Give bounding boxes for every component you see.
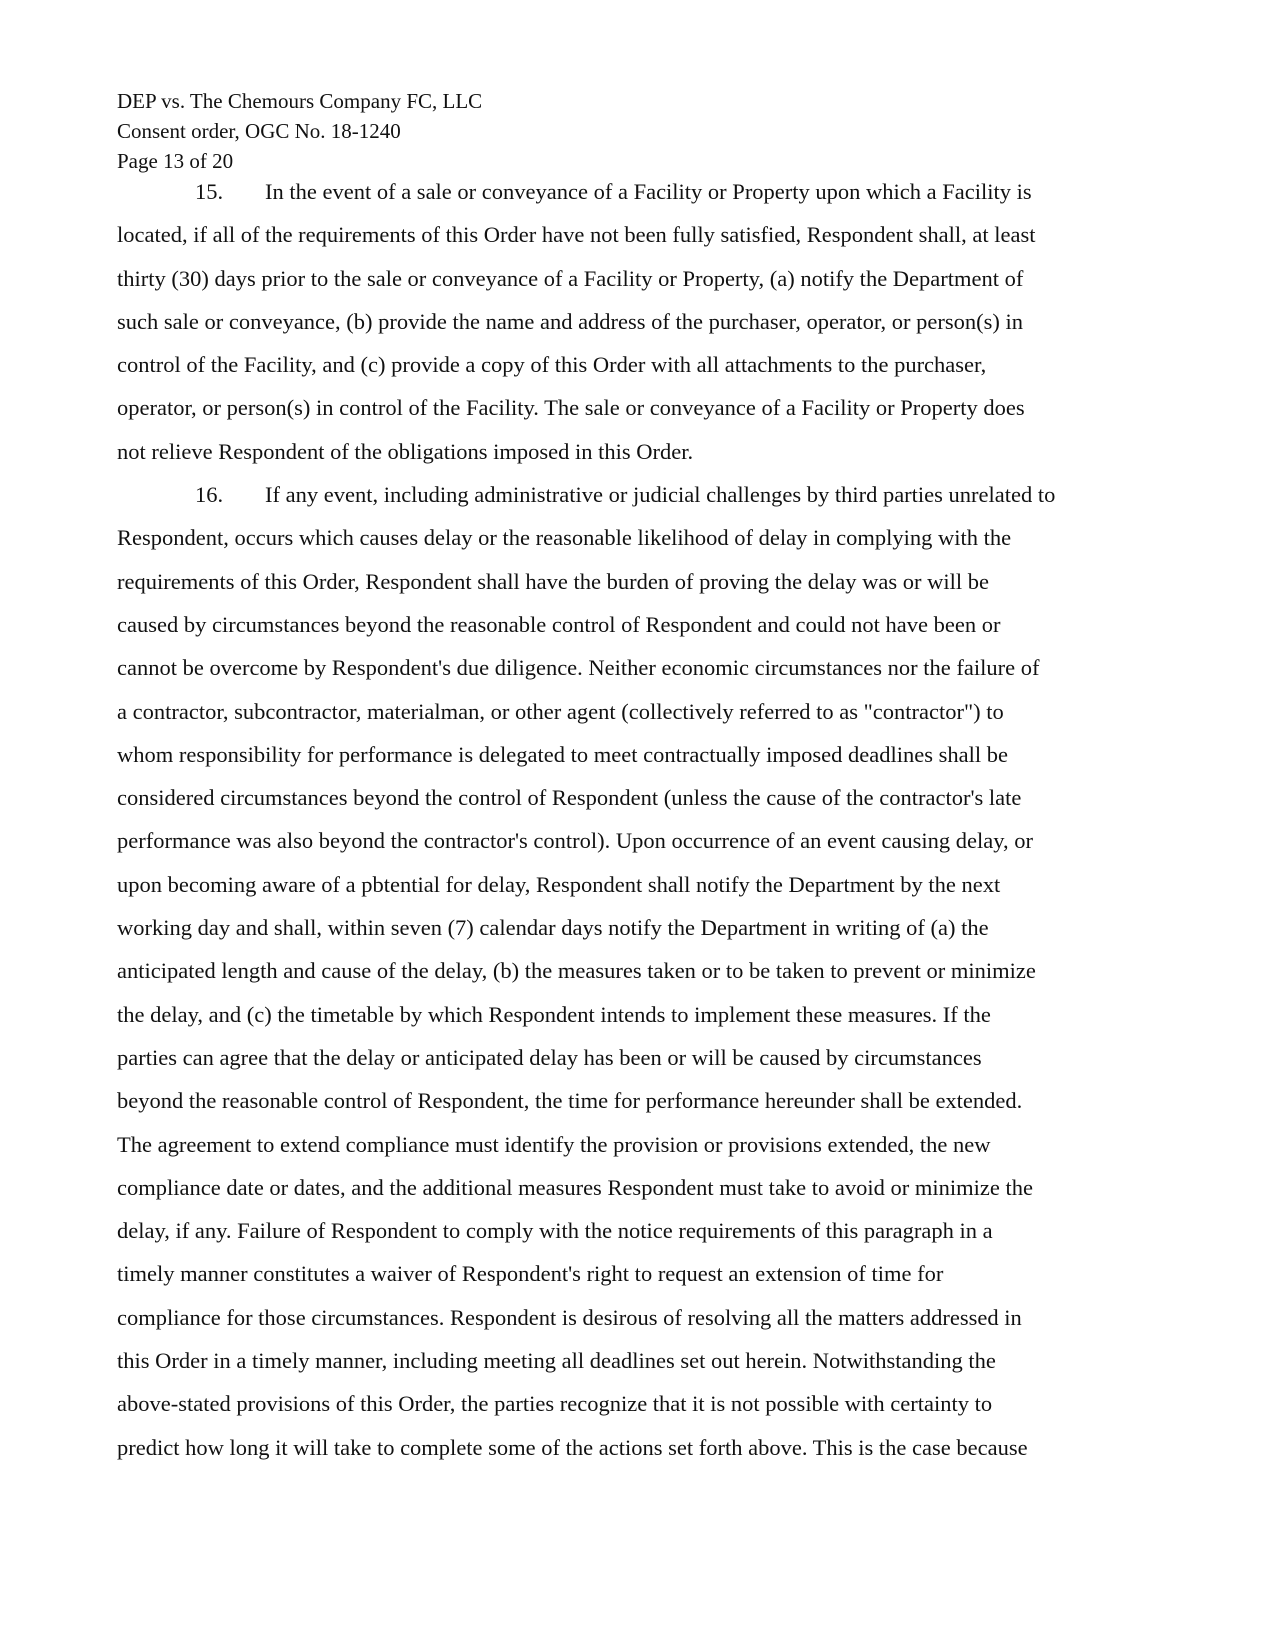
line-text: compliance for those circumstances. Respondent is desirous of resolving all the matters addressed in xyxy=(117,1304,1022,1330)
paragraph-line xyxy=(117,386,1151,429)
paragraph-line xyxy=(117,430,1151,473)
line-text: performance was also beyond the contractor's control). Upon occurrence of an event causing delay, or xyxy=(117,828,1033,854)
paragraph-15 xyxy=(117,170,1151,473)
header-page-number: Page 13 of 20 xyxy=(117,149,234,173)
paragraph-line xyxy=(117,776,1151,819)
header-order-number: Consent order, OGC No. 18-1240 xyxy=(117,119,401,143)
document-body xyxy=(117,170,1151,1469)
paragraph-number: 15. xyxy=(195,179,224,204)
paragraph-line xyxy=(117,603,1151,646)
line-text: above-stated provisions of this Order, the parties recognize that it is not possible with certainty to xyxy=(117,1391,993,1417)
line-text: such sale or conveyance, (b) provide the name and address of the purchaser, operator, or person(s) in xyxy=(117,308,1023,334)
paragraph-line xyxy=(117,733,1151,776)
line-text: anticipated length and cause of the delay, (b) the measures taken or to be taken to prevent or minimize xyxy=(117,958,1036,984)
line-text: beyond the reasonable control of Respondent, the time for performance hereunder shall be extended. xyxy=(117,1088,1023,1114)
line-text: Respondent, occurs which causes delay or the reasonable likelihood of delay in complying with the xyxy=(117,525,1012,551)
line-text: parties can agree that the delay or anticipated delay has been or will be caused by circumstances xyxy=(117,1044,982,1070)
paragraph-line xyxy=(117,949,1151,992)
paragraph-line xyxy=(117,300,1151,343)
line-text: working day and shall, within seven (7) calendar days notify the Department in writing of (a) the xyxy=(117,915,989,941)
line-text: thirty (30) days prior to the sale or conveyance of a Facility or Property, (a) notify the Department of xyxy=(117,265,1024,291)
line-text: operator, or person(s) in control of the Facility. The sale or conveyance of a Facility or Property does xyxy=(117,395,1025,421)
line-text: considered circumstances beyond the control of Respondent (unless the cause of the contractor's late xyxy=(117,785,1022,811)
line-text: control of the Facility, and (c) provide a copy of this Order with all attachments to the purchaser, xyxy=(117,352,987,378)
paragraph-line xyxy=(117,213,1151,256)
paragraph-line xyxy=(117,1123,1151,1166)
paragraph-line xyxy=(117,1252,1151,1295)
line-text: upon becoming aware of a pbtential for delay, Respondent shall notify the Department by the next xyxy=(117,871,1001,897)
line-text: compliance date or dates, and the additional measures Respondent must take to avoid or minimize the xyxy=(117,1174,1033,1200)
paragraph-line xyxy=(117,993,1151,1036)
line-text: In the event of a sale or conveyance of a Facility or Property upon which a Facility is xyxy=(265,179,1032,204)
paragraph-line xyxy=(117,560,1151,603)
line-text: timely manner constitutes a waiver of Respondent's right to request an extension of time for xyxy=(117,1261,944,1287)
paragraph-line xyxy=(117,1209,1151,1252)
page-header xyxy=(117,86,482,176)
paragraph-16 xyxy=(117,473,1151,1469)
paragraph-line xyxy=(117,906,1151,949)
paragraph-line xyxy=(117,257,1151,300)
line-text: cannot be overcome by Respondent's due diligence. Neither economic circumstances nor the failure of xyxy=(117,655,1040,681)
paragraph-number: 16. xyxy=(195,482,224,508)
paragraph-line xyxy=(117,1382,1151,1425)
line-text: The agreement to extend compliance must identify the provision or provisions extended, the new xyxy=(117,1131,991,1157)
paragraph-line xyxy=(117,1036,1151,1079)
paragraph-line xyxy=(117,1296,1151,1339)
line-text: caused by circumstances beyond the reasonable control of Respondent and could not have been or xyxy=(117,611,1001,637)
paragraph-line xyxy=(117,516,1151,559)
line-text: not relieve Respondent of the obligations imposed in this Order. xyxy=(117,438,694,464)
paragraph-line xyxy=(117,170,1151,213)
paragraph-line xyxy=(117,343,1151,386)
line-text: whom responsibility for performance is delegated to meet contractually imposed deadlines shall be xyxy=(117,741,1008,767)
header-case-title: DEP vs. The Chemours Company FC, LLC xyxy=(117,89,483,113)
line-text: predict how long it will take to complete some of the actions set forth above. This is the case because xyxy=(117,1434,1028,1460)
paragraph-line xyxy=(117,690,1151,733)
line-text: a contractor, subcontractor, materialman, or other agent (collectively referred to as "contractor") to xyxy=(117,698,1004,724)
paragraph-line xyxy=(117,1339,1151,1382)
paragraph-line xyxy=(117,1426,1151,1469)
line-text: requirements of this Order, Respondent shall have the burden of proving the delay was or will be xyxy=(117,568,989,594)
paragraph-line xyxy=(117,1166,1151,1209)
line-text: the delay, and (c) the timetable by which Respondent intends to implement these measures. If the xyxy=(117,1001,991,1027)
paragraph-line xyxy=(117,473,1151,516)
paragraph-line xyxy=(117,1079,1151,1122)
line-text: located, if all of the requirements of this Order have not been fully satisfied, Respondent shall, at least xyxy=(117,222,1036,248)
paragraph-line xyxy=(117,819,1151,862)
paragraph-line xyxy=(117,646,1151,689)
line-text: this Order in a timely manner, including meeting all deadlines set out herein. Notwithstanding the xyxy=(117,1348,996,1374)
line-text: If any event, including administrative or judicial challenges by third parties unrelated to xyxy=(265,482,1056,508)
line-text: delay, if any. Failure of Respondent to comply with the notice requirements of this paragraph in a xyxy=(117,1218,993,1244)
paragraph-line xyxy=(117,863,1151,906)
